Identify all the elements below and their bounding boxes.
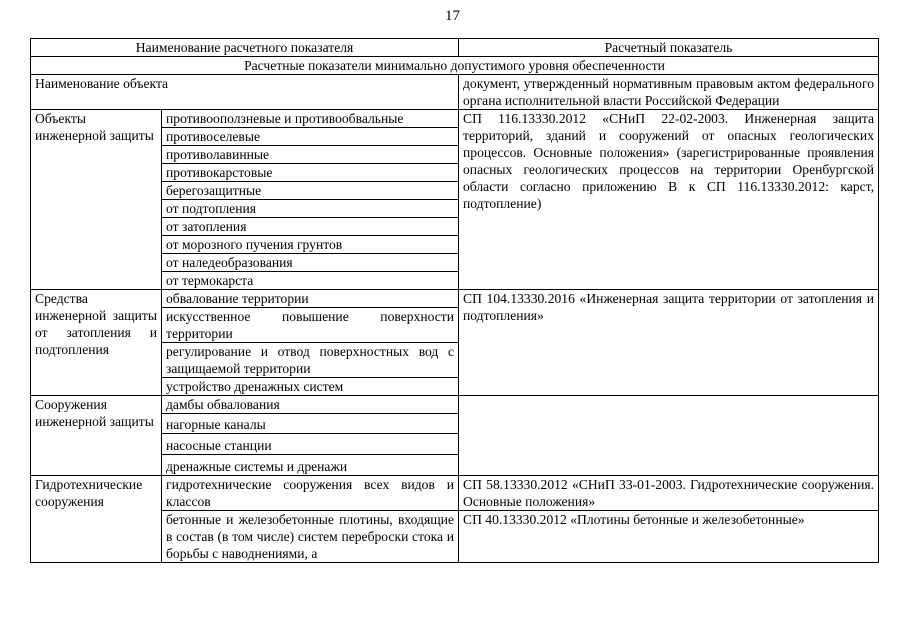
group-item: противооползневые и противообвальные <box>162 110 459 128</box>
page-number: 17 <box>445 8 460 24</box>
group-value: СП 116.13330.2012 «СНиП 22-02-2003. Инженерная защита территорий, зданий и сооружений от опасных геологических процессов. Основные положения» (зарегистрированные проявления опасных геологических процессов на территории Оренбургской области согласно приложению В к СП 116.13330.2012: карст, подтопление) <box>459 110 879 290</box>
group-item: обвалование территории <box>162 290 459 308</box>
group-item: от затопления <box>162 218 459 236</box>
group-item: искусственное повышение поверхности территории <box>162 308 459 343</box>
group-item: устройство дренажных систем <box>162 378 459 396</box>
group-value: СП 58.13330.2012 «СНиП 33-01-2003. Гидротехнические сооружения. Основные положения» <box>459 476 879 511</box>
indicators-table <box>30 38 879 563</box>
group-item: нагорные каналы <box>162 414 459 434</box>
group-name: Сооружения инженерной защиты <box>31 396 162 476</box>
group-item: от подтопления <box>162 200 459 218</box>
object-label: Наименование объекта <box>31 75 459 110</box>
group-item: берегозащитные <box>162 182 459 200</box>
object-value: документ, утвержденный нормативным правовым актом федерального органа исполнительной власти Российской Федерации <box>459 75 879 110</box>
group-item: насосные станции <box>162 434 459 455</box>
header-left: Наименование расчетного показателя <box>31 39 459 57</box>
group-value: СП 104.13330.2016 «Инженерная защита территории от затопления и подтопления» <box>459 290 879 396</box>
header-right: Расчетный показатель <box>459 39 879 57</box>
section-title: Расчетные показатели минимально допустимого уровня обеспеченности <box>31 57 879 75</box>
group-item: гидротехнические сооружения всех видов и классов <box>162 476 459 511</box>
group-item: от морозного пучения грунтов <box>162 236 459 254</box>
group-item: дамбы обвалования <box>162 396 459 414</box>
group-item: от наледеобразования <box>162 254 459 272</box>
group-name: Средства инженерной защиты от затопления и подтопления <box>31 290 162 396</box>
group-name: Объекты инженерной защиты <box>31 110 162 290</box>
group-value <box>459 396 879 476</box>
group-item: противокарстовые <box>162 164 459 182</box>
group-item: дренажные системы и дренажи <box>162 455 459 476</box>
group-item: от термокарста <box>162 272 459 290</box>
group-name: Гидротехнические сооружения <box>31 476 162 563</box>
group-item: бетонные и железобетонные плотины, входящие в состав (в том числе) систем переброски стока и борьбы с наводнениями, а <box>162 511 459 563</box>
group-item: регулирование и отвод поверхностных вод с защищаемой территории <box>162 343 459 378</box>
group-item: противоселевые <box>162 128 459 146</box>
group-value: СП 40.13330.2012 «Плотины бетонные и железобетонные» <box>459 511 879 563</box>
group-item: противолавинные <box>162 146 459 164</box>
